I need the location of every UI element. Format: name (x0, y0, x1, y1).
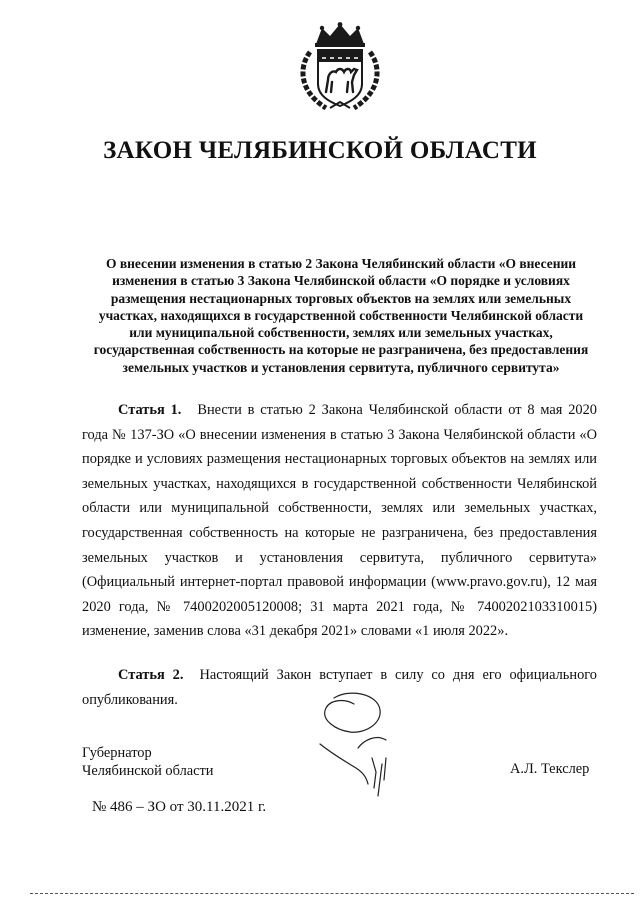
article-2-text: Настоящий Закон вступает в силу со дня его официального опубликования. (82, 667, 598, 708)
article-2-label: Статья 2. (118, 667, 184, 683)
subject-line: участках, находящихся в государственной собственности Челябинской области (98, 307, 584, 323)
position-line: Челябинской области (82, 763, 214, 779)
signatory-position (82, 744, 214, 780)
article-1-text: Внести в статью 2 Закона Челябинской области от 8 мая 2020 года № 137-ЗО «О внесении изменения в статью 3 Закона Челябинской области «О порядке и условиях размещения нестационарных торговых объектов на землях или земельных участках, находящихся в государственной собственности Челябинской области или муниципальной собственности, землях или земельных участках, государственная собственность на которые не разграничена, без предоставления земельных участков и установления сервитута, публичного сервитута» (Официальный интернет-портал правовой информации (www.pravo.gov.ru), 12 мая 2020 года, № 7400202005120008; 31 марта 2021 года, № 7400202103310015) изменение, заменив слова «31 декабря 2021» словами «1 июля 2022». (82, 402, 598, 640)
position-line: Губернатор (82, 745, 152, 761)
subject-line: размещения нестационарных торговых объектов на землях или земельных (110, 290, 572, 306)
law-subject (85, 255, 597, 376)
article-1-label: Статья 1. (118, 402, 182, 418)
handwritten-signature (290, 688, 410, 800)
coat-of-arms-icon (296, 22, 384, 112)
subject-line: или муниципальной собственности, землях или земельных участках, (129, 325, 553, 341)
article-1 (82, 398, 597, 644)
law-title: ЗАКОН ЧЕЛЯБИНСКОЙ ОБЛАСТИ (103, 137, 537, 164)
governor-name: А.Л. Текслер (510, 761, 590, 777)
subject-line: земельных участков и установления сервитута, публичного сервитута» (122, 359, 560, 375)
subject-line: О внесении изменения в статью 2 Закона Челябинский области «О внесении (105, 256, 577, 271)
subject-line: изменения в статью 3 Закона Челябинской области «О порядке и условиях (112, 273, 570, 289)
footer-divider (30, 893, 634, 894)
subject-line: государственная собственность на которые не разграничена, без предоставления (93, 342, 589, 358)
document-number: № 486 – ЗО от 30.11.2021 г. (92, 799, 267, 815)
